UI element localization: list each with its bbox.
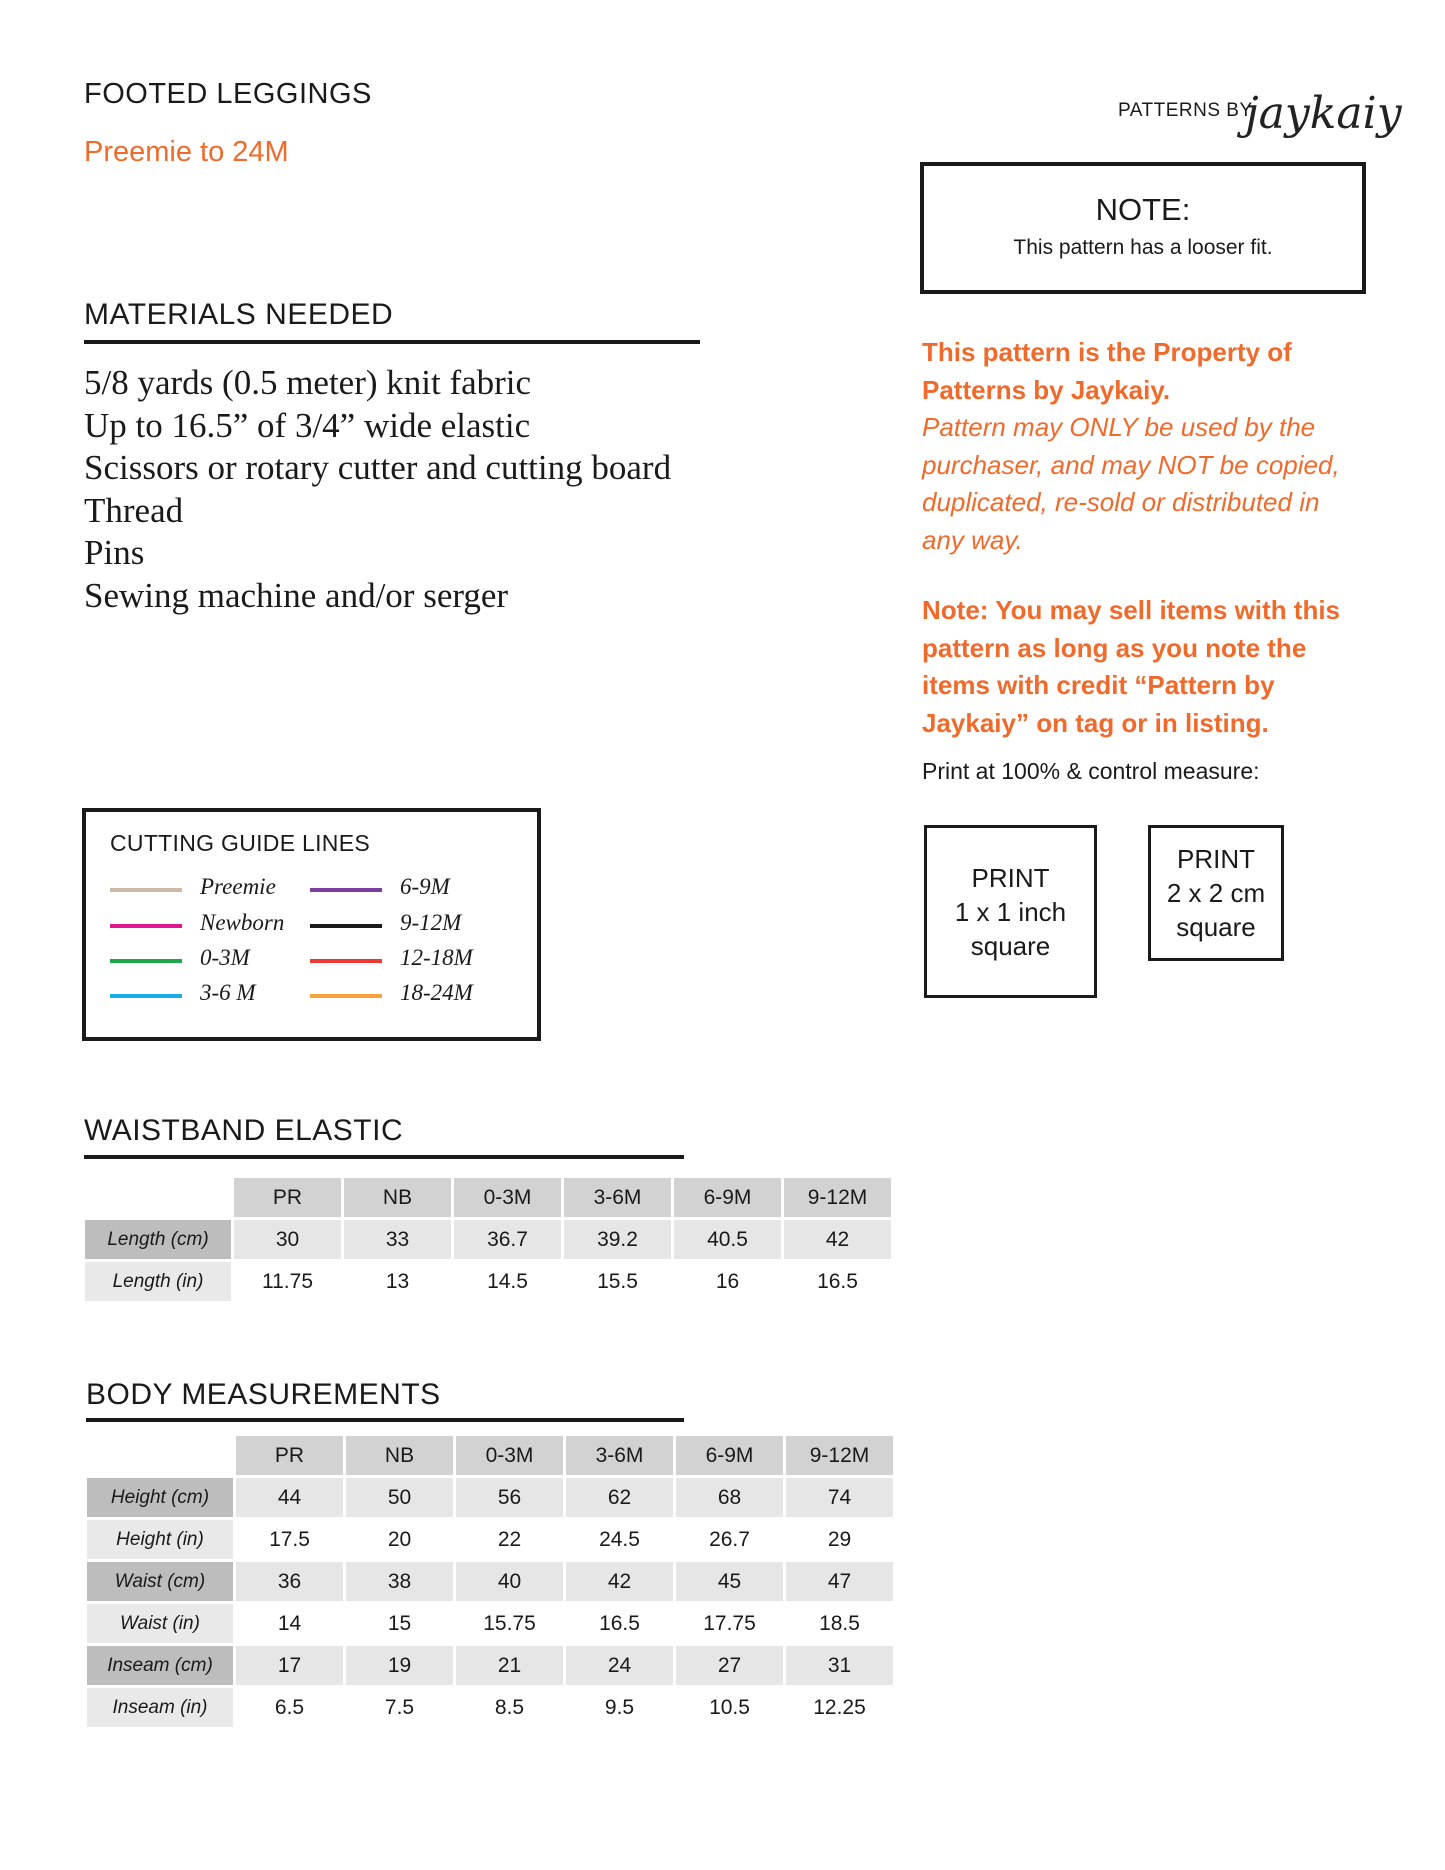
- table-cell: 42: [783, 1219, 893, 1261]
- column-header: NB: [345, 1435, 455, 1477]
- table-cell: 40.5: [673, 1219, 783, 1261]
- table-cell: 30: [233, 1219, 343, 1261]
- table-cell: 7.5: [345, 1687, 455, 1729]
- table-cell: 11.75: [233, 1261, 343, 1303]
- table-row: [86, 1603, 895, 1645]
- guide-line-6-9m: [310, 888, 382, 892]
- list-item: Pins: [84, 533, 145, 572]
- square-label: square: [970, 930, 1051, 961]
- table-cell: 22: [455, 1519, 565, 1561]
- table-cell: 9.5: [565, 1687, 675, 1729]
- column-header: 6-9M: [673, 1177, 783, 1219]
- table-row: [84, 1261, 893, 1303]
- guide-label: Preemie: [200, 874, 276, 899]
- guide-line-newborn: [110, 924, 182, 928]
- waistband-heading: WAISTBAND ELASTIC: [84, 1114, 404, 1147]
- table-cell: 15: [345, 1603, 455, 1645]
- row-label: Height (cm): [86, 1477, 235, 1519]
- column-header: 3-6M: [565, 1435, 675, 1477]
- table-cell: 50: [345, 1477, 455, 1519]
- sell-note-line: items with credit “Pattern by: [922, 670, 1275, 700]
- column-header: 3-6M: [563, 1177, 673, 1219]
- table-cell: 15.75: [455, 1603, 565, 1645]
- table-row: [86, 1477, 895, 1519]
- square-label: square: [1176, 912, 1256, 942]
- guide-line-18-24m: [310, 994, 382, 998]
- guide-line-12-18m: [310, 959, 382, 963]
- guide-label: 3-6 M: [200, 980, 256, 1005]
- row-label: Length (in): [84, 1261, 233, 1303]
- guide-label: 18-24M: [400, 980, 473, 1005]
- cutting-guide-box: [82, 808, 541, 1041]
- guide-line-0-3m: [110, 959, 182, 963]
- table-row: [84, 1219, 893, 1261]
- property-line: Patterns by Jaykaiy.: [922, 374, 1171, 405]
- size-range-subtitle: Preemie to 24M: [84, 136, 289, 168]
- waistband-rule: [84, 1155, 684, 1159]
- table-header-row: [84, 1177, 893, 1219]
- guide-label: 12-18M: [400, 945, 473, 970]
- column-header: 9-12M: [785, 1435, 895, 1477]
- materials-heading: MATERIALS NEEDED: [84, 298, 394, 331]
- table-cell: 39.2: [563, 1219, 673, 1261]
- note-heading: NOTE:: [1095, 192, 1191, 227]
- row-label: Height (in): [86, 1519, 235, 1561]
- table-cell: 26.7: [675, 1519, 785, 1561]
- table-cell: 56: [455, 1477, 565, 1519]
- table-cell: 10.5: [675, 1687, 785, 1729]
- note-box: [920, 162, 1366, 294]
- guide-line-3-6m: [110, 994, 182, 998]
- table-cell: 19: [345, 1645, 455, 1687]
- row-label: Waist (in): [86, 1603, 235, 1645]
- column-header: NB: [343, 1177, 453, 1219]
- table-cell: 8.5: [455, 1687, 565, 1729]
- table-cell: 17.75: [675, 1603, 785, 1645]
- table-cell: 20: [345, 1519, 455, 1561]
- table-cell: 15.5: [563, 1261, 673, 1303]
- inch-test-square: [924, 825, 1097, 998]
- guide-line-9-12m: [310, 924, 382, 928]
- table-cell: 13: [343, 1261, 453, 1303]
- table-row: [86, 1645, 895, 1687]
- table-cell: 16.5: [783, 1261, 893, 1303]
- list-item: 5/8 yards (0.5 meter) knit fabric: [84, 363, 532, 402]
- table-cell: 45: [675, 1561, 785, 1603]
- table-cell: 29: [785, 1519, 895, 1561]
- table-cell: 24.5: [565, 1519, 675, 1561]
- guide-label: Newborn: [200, 910, 285, 935]
- usage-line: Pattern may ONLY be used by the: [922, 412, 1316, 442]
- print-measure-text: Print at 100% & control measure:: [922, 758, 1260, 784]
- table-row: [86, 1519, 895, 1561]
- guide-line-preemie: [110, 888, 182, 892]
- list-item: Scissors or rotary cutter and cutting board: [84, 448, 672, 487]
- property-notice: [922, 334, 1362, 742]
- list-item: Thread: [84, 490, 184, 530]
- cutting-guide-title: CUTTING GUIDE LINES: [110, 830, 371, 856]
- body-measurements-table: [84, 1433, 896, 1730]
- square-label: 2 x 2 cm: [1166, 878, 1266, 908]
- table-cell: 42: [565, 1561, 675, 1603]
- table-cell: 18.5: [785, 1603, 895, 1645]
- sell-note-line: Jaykaiy” on tag or in listing.: [922, 707, 1269, 738]
- column-header: PR: [233, 1177, 343, 1219]
- brand-logo: jaykaiy: [1245, 88, 1402, 139]
- property-line: This pattern is the Property of: [922, 337, 1292, 367]
- table-cell: 14: [235, 1603, 345, 1645]
- table-cell: 17.5: [235, 1519, 345, 1561]
- table-cell: 33: [343, 1219, 453, 1261]
- table-cell: 16: [673, 1261, 783, 1303]
- table-cell: 62: [565, 1477, 675, 1519]
- column-header: 0-3M: [455, 1435, 565, 1477]
- column-header: 9-12M: [783, 1177, 893, 1219]
- table-cell: 16.5: [565, 1603, 675, 1645]
- table-cell: 21: [455, 1645, 565, 1687]
- usage-line: any way.: [922, 524, 1023, 555]
- materials-list: [84, 362, 671, 617]
- page-title: FOOTED LEGGINGS: [84, 78, 372, 110]
- row-label: Inseam (cm): [86, 1645, 235, 1687]
- list-item: Up to 16.5” of 3/4” wide elastic: [84, 405, 531, 445]
- table-cell: 24: [565, 1645, 675, 1687]
- square-label: 1 x 1 inch: [954, 896, 1067, 927]
- usage-line: duplicated, re-sold or distributed in: [922, 487, 1320, 517]
- note-text: This pattern has a looser fit.: [1013, 236, 1273, 259]
- row-label: Length (cm): [84, 1219, 233, 1261]
- column-header: 0-3M: [453, 1177, 563, 1219]
- waistband-table: [82, 1175, 894, 1304]
- body-heading: BODY MEASUREMENTS: [86, 1378, 441, 1411]
- table-cell: 36: [235, 1561, 345, 1603]
- sell-note-line: pattern as long as you note the: [922, 632, 1307, 663]
- table-cell: 27: [675, 1645, 785, 1687]
- table-row: [86, 1687, 895, 1729]
- table-row: [86, 1561, 895, 1603]
- guide-label: 6-9M: [400, 874, 450, 899]
- cm-test-square: [1148, 825, 1284, 961]
- table-cell: 12.25: [785, 1687, 895, 1729]
- table-cell: 47: [785, 1561, 895, 1603]
- column-header: 6-9M: [675, 1435, 785, 1477]
- square-label: PRINT: [971, 862, 1050, 893]
- list-item: Sewing machine and/or serger: [84, 575, 509, 615]
- row-label: Inseam (in): [86, 1687, 235, 1729]
- table-header-row: [86, 1435, 895, 1477]
- table-cell: 44: [235, 1477, 345, 1519]
- body-rule: [86, 1418, 684, 1422]
- table-cell: 74: [785, 1477, 895, 1519]
- table-cell: 17: [235, 1645, 345, 1687]
- table-cell: 31: [785, 1645, 895, 1687]
- table-cell: 6.5: [235, 1687, 345, 1729]
- brand-prefix: PATTERNS BY: [1118, 100, 1253, 121]
- table-cell: 36.7: [453, 1219, 563, 1261]
- row-label: Waist (cm): [86, 1561, 235, 1603]
- guide-label: 0-3M: [200, 945, 250, 970]
- table-cell: 68: [675, 1477, 785, 1519]
- materials-rule: [84, 340, 700, 344]
- usage-line: purchaser, and may NOT be copied,: [922, 449, 1340, 480]
- square-label: PRINT: [1177, 844, 1255, 874]
- sell-note-line: Note: You may sell items with this: [922, 595, 1341, 625]
- column-header: PR: [235, 1435, 345, 1477]
- table-cell: 38: [345, 1561, 455, 1603]
- table-cell: 40: [455, 1561, 565, 1603]
- guide-label: 9-12M: [400, 910, 462, 935]
- table-cell: 14.5: [453, 1261, 563, 1303]
